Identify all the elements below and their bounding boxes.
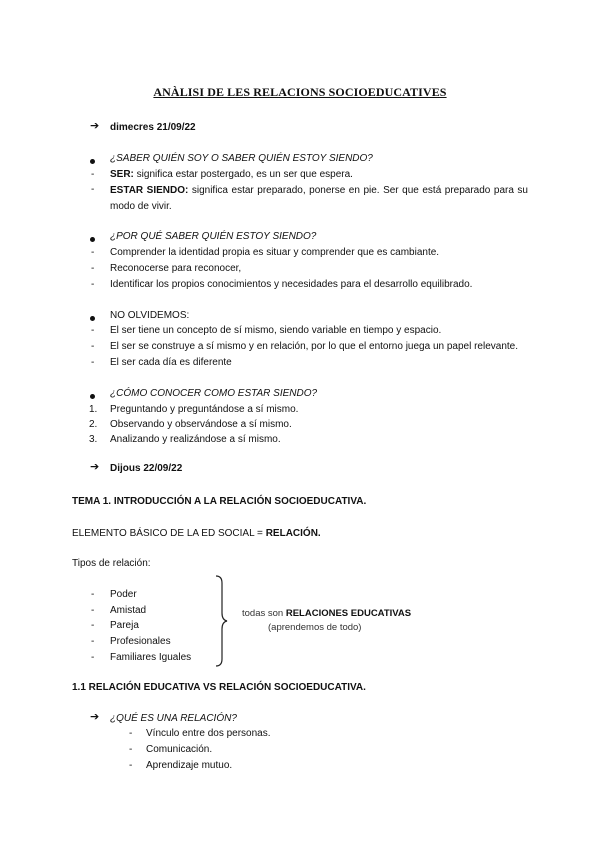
dash-marker: -	[129, 744, 133, 755]
dash-marker: -	[91, 263, 95, 274]
dash-marker: -	[91, 652, 95, 663]
list-number: 2.	[89, 419, 98, 430]
list-item: SER: significa estar postergado, es un ser que espera.	[110, 169, 353, 180]
subsection-heading: 1.1 RELACIÓN EDUCATIVA VS RELACIÓN SOCIOEDUCATIVA.	[72, 682, 366, 693]
dash-marker: -	[91, 636, 95, 647]
list-item: Familiares Iguales	[110, 652, 192, 663]
relation-types-heading: Tipos de relación:	[72, 558, 151, 569]
list-item: Preguntando y preguntándose a sí mismo.	[110, 404, 299, 415]
dash-marker: -	[91, 605, 95, 616]
list-item: ESTAR SIENDO: significa estar preparado, ponerse en pie. Ser que está preparado para su modo de vivir.	[110, 185, 528, 212]
question-1: ¿SABER QUIÉN SOY O SABER QUIÉN ESTOY SIENDO?	[110, 153, 373, 164]
dash-marker: -	[91, 169, 95, 180]
list-item: Identificar los propios conocimientos y necesidades para el desarrollo equilibrado.	[110, 279, 473, 290]
list-number: 1.	[89, 404, 98, 415]
curly-brace-icon	[214, 575, 234, 667]
list-item: Comprender la identidad propia es situar y comprender que es cambiante.	[110, 247, 440, 258]
reminder-heading: NO OLVIDEMOS:	[110, 310, 190, 321]
list-item: Observando y observándose a sí mismo.	[110, 419, 292, 430]
section-heading: TEMA 1. INTRODUCCIÓN A LA RELACIÓN SOCIOEDUCATIVA.	[72, 496, 367, 507]
question-2: ¿POR QUÉ SABER QUIÉN ESTOY SIENDO?	[110, 231, 317, 242]
list-item: Aprendizaje mutuo.	[146, 760, 233, 771]
arrow-right-icon: ➔	[90, 461, 100, 473]
list-item: El ser tiene un concepto de sí mismo, siendo variable en tiempo y espacio.	[110, 325, 442, 336]
list-item: Profesionales	[110, 636, 171, 647]
dash-marker: -	[91, 620, 95, 631]
list-item: Reconocerse para reconocer,	[110, 263, 242, 274]
arrow-right-icon: ➔	[90, 120, 100, 132]
dash-marker: -	[91, 341, 95, 352]
dash-marker: -	[129, 760, 133, 771]
dash-marker: -	[91, 357, 95, 368]
dash-marker: -	[91, 184, 95, 195]
list-item: Poder	[110, 589, 137, 600]
list-item: Comunicación.	[146, 744, 213, 755]
question-4: ¿CÓMO CONOCER COMO ESTAR SIENDO?	[110, 388, 318, 399]
list-number: 3.	[89, 434, 98, 445]
list-item: El ser cada día es diferente	[110, 357, 232, 368]
list-item: Pareja	[110, 620, 139, 631]
question-5: ¿QUÉ ES UNA RELACIÓN?	[110, 713, 237, 724]
date-heading-1: dimecres 21/09/22	[110, 122, 196, 133]
arrow-right-icon: ➔	[90, 711, 100, 723]
dash-marker: -	[91, 325, 95, 336]
dash-marker: -	[129, 728, 133, 739]
relations-note-sub: (aprendemos de todo)	[268, 622, 362, 633]
list-item: El ser se construye a sí mismo y en relación, por lo que el entorno juega un papel relevante.	[110, 341, 519, 352]
dash-marker: -	[91, 589, 95, 600]
date-heading-2: Dijous 22/09/22	[110, 463, 183, 474]
list-item: Analizando y realizándose a sí mismo.	[110, 434, 281, 445]
basic-element-line: ELEMENTO BÁSICO DE LA ED SOCIAL = RELACIÓN.	[72, 528, 321, 539]
bullet-icon	[90, 155, 95, 168]
dash-marker: -	[91, 279, 95, 290]
bullet-icon	[90, 233, 95, 246]
list-item: Amistad	[110, 605, 147, 616]
list-item: Vínculo entre dos personas.	[146, 728, 271, 739]
document-title: ANÀLISI DE LES RELACIONS SOCIOEDUCATIVES	[153, 85, 447, 99]
dash-marker: -	[91, 247, 95, 258]
relations-note: todas son RELACIONES EDUCATIVAS	[242, 608, 412, 619]
bullet-icon	[90, 390, 95, 403]
